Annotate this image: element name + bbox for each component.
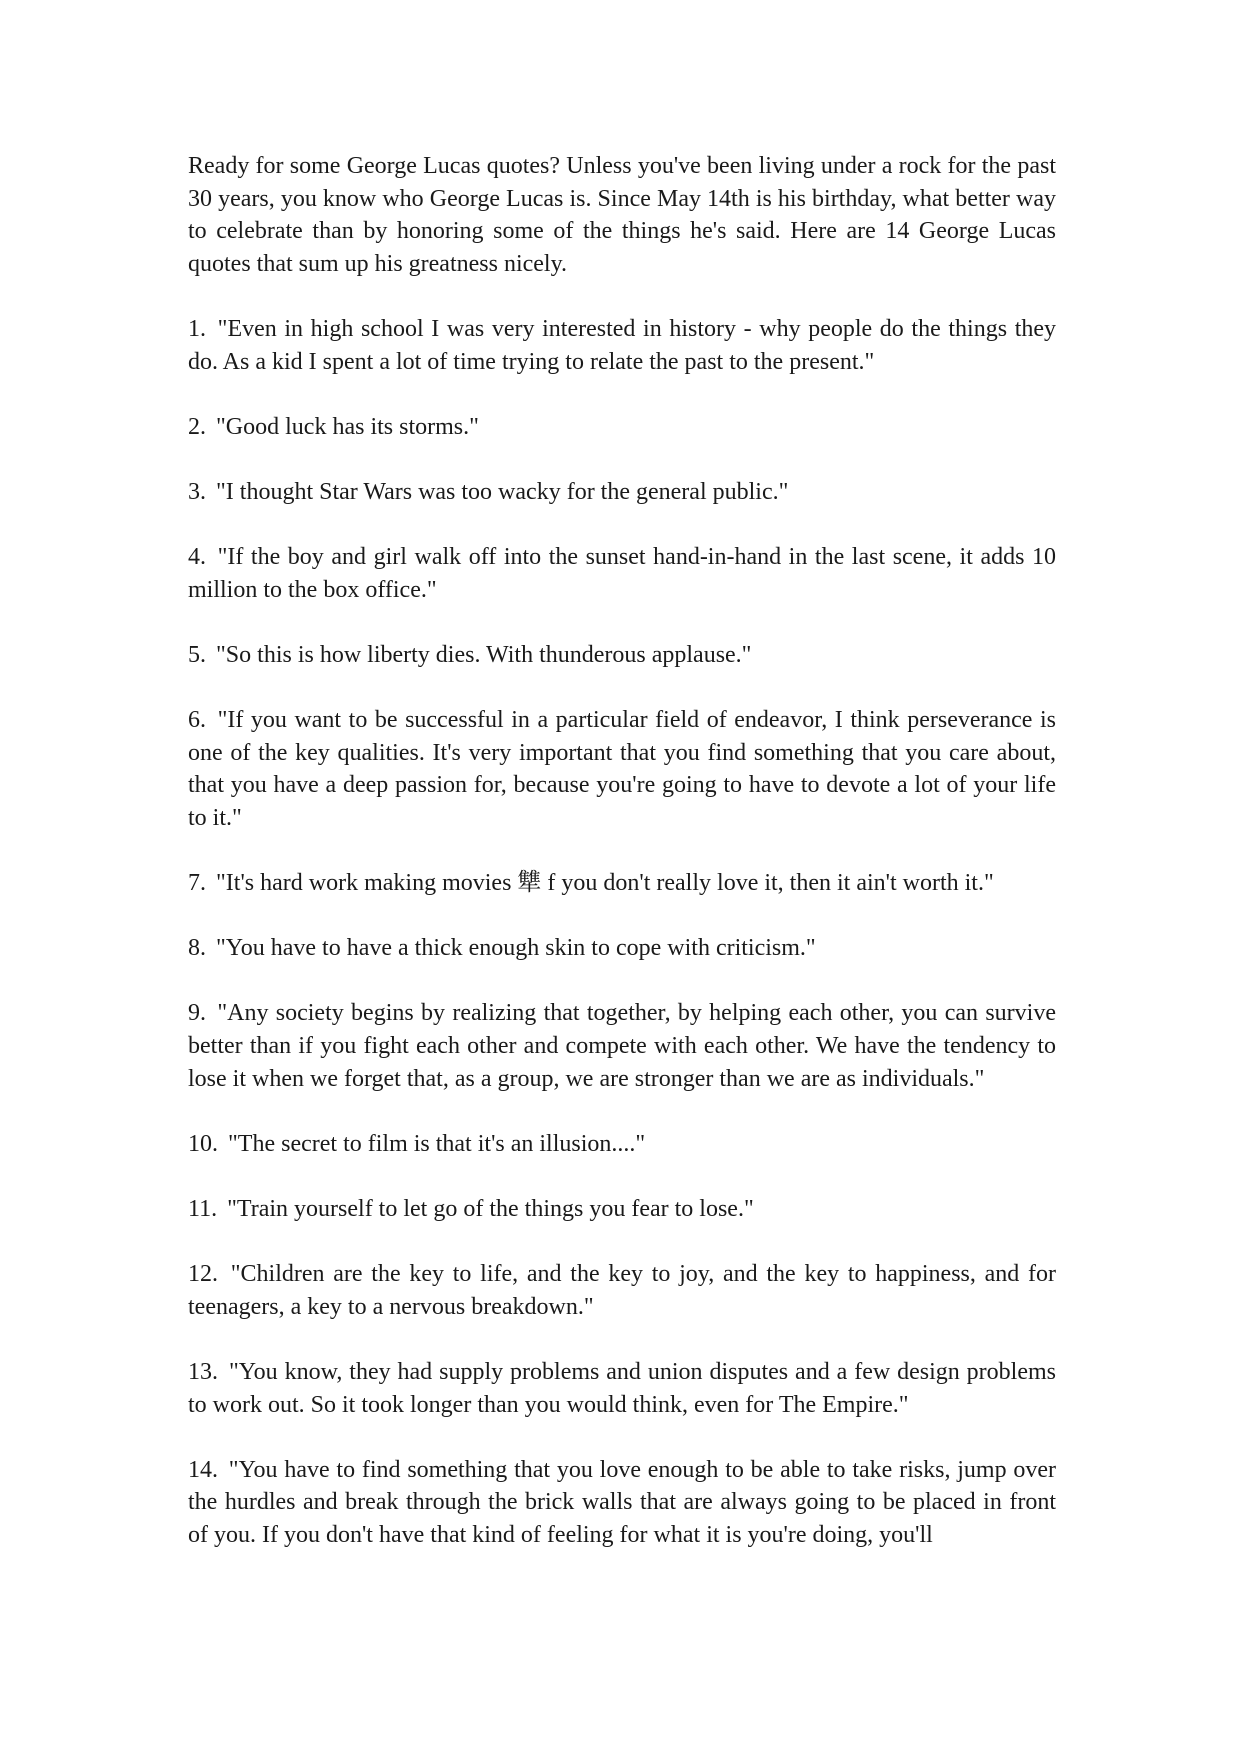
quote-number: 4. <box>188 544 206 571</box>
quote-item <box>188 541 1056 606</box>
quote-number: 9. <box>188 1000 206 1027</box>
intro-paragraph: Ready for some George Lucas quotes? Unless you've been living under a rock for the past 30 years, you know who George Lucas is. Since May 14th is his birthday, what better way to celebrate than by honoring some of the things he's said. Here are 14 George Lucas quotes that sum up his greatness nicely. <box>188 153 1056 277</box>
quote-text: "Even in high school I was very interested in history - why people do the things they do. As a kid I spent a lot of time trying to relate the past to the present." <box>188 315 1057 375</box>
quote-item <box>188 313 1056 378</box>
quote-item <box>188 932 1056 965</box>
quote-text: "So this is how liberty dies. With thunderous applause." <box>216 641 752 668</box>
quote-number: 8. <box>188 935 206 962</box>
quote-text: "Children are the key to life, and the key to joy, and the key to happiness, and for teenagers, a key to a nervous breakdown." <box>188 1261 1057 1320</box>
quote-number: 7. <box>188 870 206 897</box>
document-page <box>188 150 1056 1552</box>
quote-text: "If the boy and girl walk off into the sunset hand-in-hand in the last scene, it adds 10 million to the box office." <box>188 544 1057 603</box>
quote-number: 2. <box>188 413 206 440</box>
quote-text: "Train yourself to let go of the things you fear to lose." <box>227 1196 754 1222</box>
quote-item <box>188 1454 1056 1552</box>
quote-item <box>188 1258 1056 1323</box>
quote-number: 12. <box>188 1261 218 1288</box>
quote-text: "I thought Star Wars was too wacky for the general public." <box>216 478 789 505</box>
quote-text: "Good luck has its storms." <box>216 413 479 440</box>
quote-number: 14. <box>188 1456 218 1483</box>
quote-item <box>188 1193 1056 1226</box>
quote-number: 1. <box>188 315 206 342</box>
quote-number: 5. <box>188 641 206 668</box>
quote-text: "If you want to be successful in a particular field of endeavor, I think perseverance is one of the key qualities. It's very important that you find something that you care about, that you have a deep passion for, because you're going to have to devote a lot of your life to it." <box>188 707 1057 831</box>
quote-text: "The secret to film is that it's an illusion...." <box>228 1130 646 1157</box>
quote-text: "You know, they had supply problems and union disputes and a few design problems to work out. So it took longer than you would think, even for The Empire." <box>188 1358 1057 1418</box>
quote-item <box>188 867 1056 900</box>
quote-text: "You have to find something that you love enough to be able to take risks, jump over the hurdles and break through the brick walls that are always going to be placed in front of you. If you don't have that kind of feeling for what it is you're doing, you'll <box>188 1456 1056 1548</box>
quote-item <box>188 1356 1056 1421</box>
quote-item <box>188 997 1056 1095</box>
quote-text: "It's hard work making movies 犨 f you don't really love it, then it ain't worth it." <box>216 870 994 897</box>
quote-item <box>188 639 1056 672</box>
quote-text: "You have to have a thick enough skin to cope with criticism." <box>216 935 816 962</box>
quote-number: 13. <box>188 1358 218 1385</box>
quote-item <box>188 704 1056 834</box>
quote-number: 11. <box>188 1196 218 1222</box>
quote-text: "Any society begins by realizing that together, by helping each other, you can survive better than if you fight each other and compete with each other. We have the tendency to lose it when we forget that, as a group, we are stronger than we are as individuals." <box>188 1000 1056 1092</box>
quote-number: 3. <box>188 478 206 505</box>
quote-number: 6. <box>188 707 206 734</box>
quote-item <box>188 476 1056 509</box>
quote-item <box>188 1128 1056 1161</box>
quote-item <box>188 411 1056 444</box>
quote-number: 10. <box>188 1130 218 1157</box>
